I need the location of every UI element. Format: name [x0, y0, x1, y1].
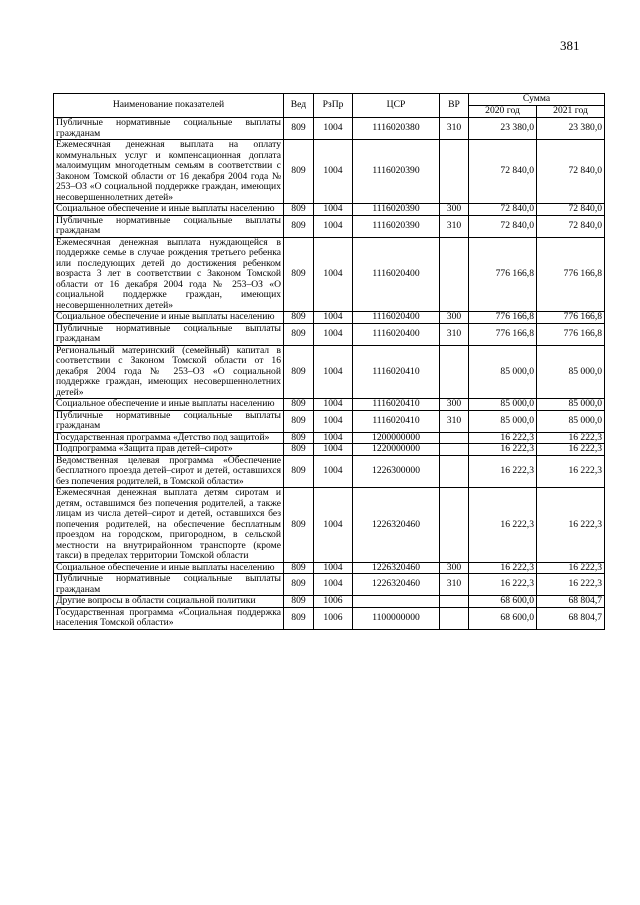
cell-ved: 809: [284, 444, 314, 456]
cell-y2021: 16 222,3: [537, 574, 605, 596]
cell-rzpr: 1004: [314, 345, 353, 399]
table-row: [54, 118, 605, 140]
table-row: [54, 562, 605, 574]
header-csr: ЦСР: [353, 94, 440, 118]
page-number: 381: [560, 38, 580, 53]
table-row: [54, 140, 605, 204]
table-row: [54, 204, 605, 216]
cell-csr: 1116020400: [353, 323, 440, 345]
cell-name: Региональный материнский (семейный) капитал в соответствии с Законом Томской области от 16 декабря 2004 года № 253–ОЗ «О социальной поддержке граждан, имеющих несовершеннолетних детей»: [54, 345, 284, 399]
table-row: [54, 596, 605, 608]
cell-ved: 809: [284, 215, 314, 237]
cell-name: Ежемесячная денежная выплата детям сиротам и детям, оставшимся без попечения родителей, а также лицам из числа детей–сирот и детей, оставшихся без попечения родителей, на обеспечение бесплатным проездом на городском, пригородном, в сельской местности на внутрирайонном транспорте (кроме такси) в пределах территории Томской области: [54, 488, 284, 563]
cell-y2020: 68 600,0: [469, 607, 537, 629]
cell-name: Социальное обеспечение и иные выплаты населению: [54, 312, 284, 324]
header-year-2021: 2021 год: [537, 106, 605, 118]
cell-name: Социальное обеспечение и иные выплаты населению: [54, 204, 284, 216]
cell-ved: 809: [284, 607, 314, 629]
cell-name: Публичные нормативные социальные выплаты гражданам: [54, 118, 284, 140]
cell-csr: 1116020400: [353, 312, 440, 324]
budget-table: [53, 93, 605, 630]
table-row: [54, 607, 605, 629]
cell-rzpr: 1004: [314, 455, 353, 488]
cell-y2021: 16 222,3: [537, 432, 605, 444]
cell-rzpr: 1004: [314, 444, 353, 456]
cell-name: Подпрограмма «Защита прав детей–сирот»: [54, 444, 284, 456]
cell-ved: 809: [284, 574, 314, 596]
cell-y2020: 85 000,0: [469, 399, 537, 411]
cell-ved: 809: [284, 399, 314, 411]
cell-y2021: 16 222,3: [537, 455, 605, 488]
cell-ved: 809: [284, 596, 314, 608]
cell-y2021: 776 166,8: [537, 312, 605, 324]
table-row: [54, 399, 605, 411]
cell-name: Публичные нормативные социальные выплаты гражданам: [54, 323, 284, 345]
cell-name: Государственная программа «Социальная поддержка населения Томской области»: [54, 607, 284, 629]
cell-vr: [440, 444, 469, 456]
cell-name: Публичные нормативные социальные выплаты гражданам: [54, 410, 284, 432]
cell-rzpr: 1004: [314, 323, 353, 345]
cell-y2021: 776 166,8: [537, 323, 605, 345]
cell-name: Социальное обеспечение и иные выплаты населению: [54, 399, 284, 411]
cell-vr: [440, 140, 469, 204]
cell-vr: [440, 596, 469, 608]
cell-csr: 1226320460: [353, 488, 440, 563]
cell-y2020: 776 166,8: [469, 237, 537, 312]
cell-vr: [440, 345, 469, 399]
cell-y2021: 16 222,3: [537, 562, 605, 574]
cell-name: Ежемесячная денежная выплата нуждающейся в поддержке семье в случае рождения третьего ребенка или последующих детей до достижения ребенком возраста 3 лет в соответствии с Законом Томской области от 16 декабря 2004 года № 253–ОЗ «О социальной поддержке граждан, имеющих несовершеннолетних детей»: [54, 237, 284, 312]
cell-csr: 1116020400: [353, 237, 440, 312]
cell-rzpr: 1004: [314, 399, 353, 411]
cell-y2020: 72 840,0: [469, 140, 537, 204]
cell-ved: 809: [284, 140, 314, 204]
cell-vr: 300: [440, 399, 469, 411]
table-header: [54, 94, 605, 118]
cell-rzpr: 1004: [314, 574, 353, 596]
cell-csr: 1100000000: [353, 607, 440, 629]
cell-y2021: 23 380,0: [537, 118, 605, 140]
cell-y2020: 72 840,0: [469, 215, 537, 237]
header-rzpr: РзПр: [314, 94, 353, 118]
header-vr: ВР: [440, 94, 469, 118]
cell-y2021: 85 000,0: [537, 399, 605, 411]
cell-vr: 300: [440, 204, 469, 216]
cell-y2020: 68 600,0: [469, 596, 537, 608]
cell-y2021: 72 840,0: [537, 215, 605, 237]
cell-name: Публичные нормативные социальные выплаты гражданам: [54, 215, 284, 237]
cell-csr: 1116020410: [353, 399, 440, 411]
cell-ved: 809: [284, 118, 314, 140]
cell-vr: 310: [440, 118, 469, 140]
cell-csr: 1116020390: [353, 140, 440, 204]
header-name: Наименование показателей: [54, 94, 284, 118]
table-body: [54, 118, 605, 630]
table-row: [54, 215, 605, 237]
cell-ved: 809: [284, 410, 314, 432]
cell-y2020: 776 166,8: [469, 323, 537, 345]
table-row: [54, 488, 605, 563]
table-row: [54, 410, 605, 432]
cell-y2021: 72 840,0: [537, 204, 605, 216]
cell-name: Публичные нормативные социальные выплаты гражданам: [54, 574, 284, 596]
header-ved: Вед: [284, 94, 314, 118]
header-year-2020: 2020 год: [469, 106, 537, 118]
cell-ved: 809: [284, 432, 314, 444]
cell-y2021: 68 804,7: [537, 596, 605, 608]
cell-rzpr: 1004: [314, 215, 353, 237]
cell-vr: [440, 488, 469, 563]
cell-csr: 1116020390: [353, 215, 440, 237]
cell-y2021: 776 166,8: [537, 237, 605, 312]
cell-y2021: 85 000,0: [537, 410, 605, 432]
cell-y2020: 16 222,3: [469, 562, 537, 574]
cell-vr: [440, 607, 469, 629]
cell-y2021: 16 222,3: [537, 488, 605, 563]
cell-ved: 809: [284, 237, 314, 312]
table-row: [54, 444, 605, 456]
cell-csr: 1200000000: [353, 432, 440, 444]
cell-csr: 1226320460: [353, 562, 440, 574]
table-row: [54, 237, 605, 312]
cell-rzpr: 1006: [314, 607, 353, 629]
cell-ved: 809: [284, 204, 314, 216]
cell-csr: 1116020410: [353, 410, 440, 432]
cell-y2020: 23 380,0: [469, 118, 537, 140]
cell-vr: [440, 455, 469, 488]
cell-csr: [353, 596, 440, 608]
cell-y2020: 16 222,3: [469, 455, 537, 488]
cell-name: Социальное обеспечение и иные выплаты населению: [54, 562, 284, 574]
cell-csr: 1226320460: [353, 574, 440, 596]
cell-rzpr: 1004: [314, 432, 353, 444]
cell-csr: 1220000000: [353, 444, 440, 456]
cell-rzpr: 1006: [314, 596, 353, 608]
cell-ved: 809: [284, 562, 314, 574]
cell-rzpr: 1004: [314, 410, 353, 432]
cell-y2020: 16 222,3: [469, 432, 537, 444]
cell-vr: [440, 432, 469, 444]
cell-name: Ежемесячная денежная выплата на оплату коммунальных услуг и компенсационная доплата малоимущим многодетным семьям в соответствии с Законом Томской области от 16 декабря 2004 года № 253–ОЗ «О социальной поддержке граждан, имеющих несовершеннолетних детей»: [54, 140, 284, 204]
cell-ved: 809: [284, 323, 314, 345]
table-row: [54, 432, 605, 444]
cell-vr: [440, 237, 469, 312]
table-row: [54, 312, 605, 324]
cell-rzpr: 1004: [314, 118, 353, 140]
cell-y2020: 16 222,3: [469, 488, 537, 563]
table-row: [54, 574, 605, 596]
table-row: [54, 323, 605, 345]
cell-rzpr: 1004: [314, 488, 353, 563]
cell-y2020: 85 000,0: [469, 345, 537, 399]
cell-rzpr: 1004: [314, 312, 353, 324]
cell-ved: 809: [284, 312, 314, 324]
cell-rzpr: 1004: [314, 140, 353, 204]
cell-y2020: 16 222,3: [469, 574, 537, 596]
cell-y2021: 68 804,7: [537, 607, 605, 629]
cell-csr: 1116020380: [353, 118, 440, 140]
cell-vr: 310: [440, 574, 469, 596]
table-row: [54, 455, 605, 488]
cell-csr: 1226300000: [353, 455, 440, 488]
cell-y2021: 72 840,0: [537, 140, 605, 204]
cell-y2020: 85 000,0: [469, 410, 537, 432]
cell-ved: 809: [284, 345, 314, 399]
cell-rzpr: 1004: [314, 204, 353, 216]
cell-vr: 300: [440, 312, 469, 324]
cell-y2021: 85 000,0: [537, 345, 605, 399]
cell-name: Другие вопросы в области социальной политики: [54, 596, 284, 608]
cell-y2021: 16 222,3: [537, 444, 605, 456]
table-row: [54, 345, 605, 399]
cell-y2020: 776 166,8: [469, 312, 537, 324]
cell-name: Ведомственная целевая программа «Обеспечение бесплатного проезда детей–сирот и детей, оставшихся без попечения родителей, в Томской области»: [54, 455, 284, 488]
cell-vr: 310: [440, 215, 469, 237]
cell-csr: 1116020390: [353, 204, 440, 216]
cell-rzpr: 1004: [314, 562, 353, 574]
cell-vr: 300: [440, 562, 469, 574]
cell-vr: 310: [440, 323, 469, 345]
cell-ved: 809: [284, 488, 314, 563]
cell-y2020: 16 222,3: [469, 444, 537, 456]
header-sum: Сумма: [469, 94, 605, 106]
cell-rzpr: 1004: [314, 237, 353, 312]
cell-csr: 1116020410: [353, 345, 440, 399]
cell-vr: 310: [440, 410, 469, 432]
cell-y2020: 72 840,0: [469, 204, 537, 216]
cell-ved: 809: [284, 455, 314, 488]
cell-name: Государственная программа «Детство под защитой»: [54, 432, 284, 444]
